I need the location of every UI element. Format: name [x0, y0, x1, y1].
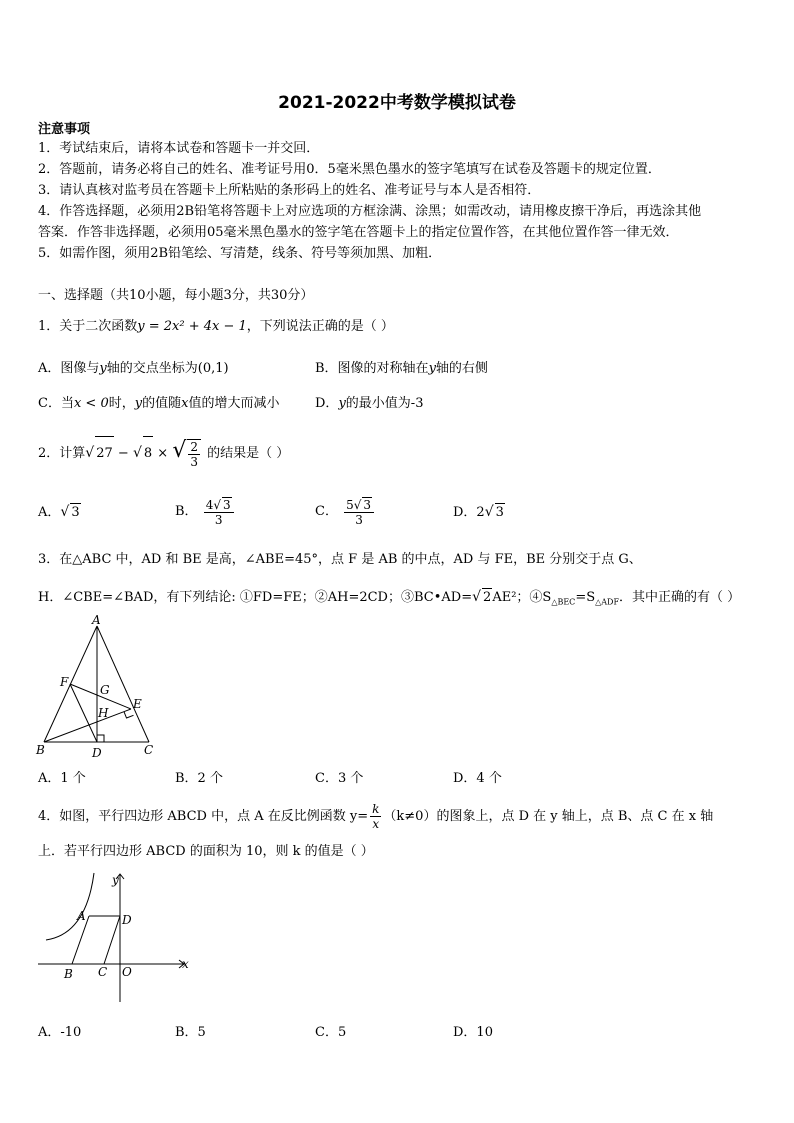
label-C: C [144, 743, 154, 757]
q1-option-c[interactable]: C．当x < 0时，y的值随x值的增大而减小 [38, 396, 280, 411]
label-B: B [36, 743, 45, 757]
notice-item: 5．如需作图，须用2B铅笔绘、写清楚，线条、符号等须加黑、加粗． [38, 246, 442, 261]
label-D: D [122, 913, 132, 927]
question-4-line1: 4．如图，平行四边形 ABCD 中，点 A 在反比例函数 y= $\frac{k}{x}$ （k≠0）的图象上，点 D 在 y 轴上，点 B、点 C 在 x 轴 [38, 802, 714, 831]
q3-option-b[interactable]: B．2 个 [175, 771, 223, 786]
notice-item: 1．考试结束后，请将本试卷和答题卡一并交回． [38, 141, 320, 156]
notice-item: 3．请认真核对监考员在答题卡上所粘贴的条形码上的姓名、准考证号与本人是否相符． [38, 183, 541, 198]
q4-option-a[interactable]: A．-10 [38, 1025, 82, 1040]
label-C: C [98, 965, 108, 979]
q2-option-b[interactable]: B． $\frac{4√ 3}{3}$ [175, 492, 236, 532]
q1-option-b[interactable]: B．图像的对称轴在y轴的右侧 [315, 361, 488, 376]
question-2: 2．计算√ 27 − √ 8 × √ $\frac{2}{3}$ 的结果是（ ） [38, 434, 289, 471]
q4-option-b[interactable]: B．5 [175, 1025, 206, 1040]
label-y: y [112, 873, 119, 887]
q2-option-c[interactable]: C． $\frac{5√ 3}{3}$ [315, 492, 376, 532]
notice-item: 2．答题前，请务必将自己的姓名、准考证号用0．5毫米黑色墨水的签字笔填写在试卷及答题卡的规定位置． [38, 162, 661, 177]
label-F: F [60, 675, 69, 689]
question-1: 1．关于二次函数y = 2x² + 4x − 1，下列说法正确的是（ ） [38, 319, 394, 334]
label-A: A [77, 909, 86, 923]
question-4-line2: 上．若平行四边形 ABCD 的面积为 10，则 k 的值是（ ） [38, 844, 374, 859]
parallelogram-figure [34, 868, 194, 1008]
page-title: 2021-2022中考数学模拟试卷 [278, 93, 516, 113]
notice-item: 答案．作答非选择题，必须用05毫米黑色墨水的签字笔在答题卡上的指定位置作答，在其他位置作答一律无效． [38, 225, 679, 240]
question-3-line1: 3．在△ABC 中，AD 和 BE 是高，∠ABE=45°，点 F 是 AB 的中点，AD 与 FE，BE 分别交于点 G、 [38, 552, 642, 567]
q1-option-a[interactable]: A．图像与y轴的交点坐标为(0,1) [38, 361, 229, 376]
q2-option-d[interactable]: D．2√ 3 [453, 504, 504, 520]
q4-option-d[interactable]: D．10 [453, 1025, 493, 1040]
q1-option-d[interactable]: D．y的最小值为-3 [315, 396, 424, 411]
notice-heading: 注意事项 [38, 122, 91, 137]
q3-option-c[interactable]: C．3 个 [315, 771, 364, 786]
q2-option-a[interactable]: A．√ 3 [38, 504, 80, 520]
label-E: E [133, 697, 142, 711]
label-H: H [98, 706, 109, 720]
label-x: x [182, 957, 189, 971]
q3-option-a[interactable]: A．1 个 [38, 771, 86, 786]
triangle-figure [34, 614, 164, 762]
section-heading: 一、选择题（共10小题，每小题3分，共30分） [38, 288, 314, 303]
q3-option-d[interactable]: D．4 个 [453, 771, 502, 786]
label-A: A [92, 614, 101, 627]
label-G: G [100, 683, 110, 697]
notice-item: 4．作答选择题，必须用2B铅笔将答题卡上对应选项的方框涂满、涂黑；如需改动，请用橡皮擦干净后，再选涂其他 [38, 204, 702, 219]
label-B: B [64, 967, 73, 981]
label-D: D [92, 746, 102, 760]
q4-option-c[interactable]: C．5 [315, 1025, 347, 1040]
label-O: O [122, 965, 132, 979]
question-3-line2: H．∠CBE=∠BAD，有下列结论: ①FD=FE；②AH=2CD；③BC•AD=√ 2AE²；$④S_{\triangle BEC}=S_{\triangle ADF}$．其中正确的有（ ） [38, 589, 741, 607]
